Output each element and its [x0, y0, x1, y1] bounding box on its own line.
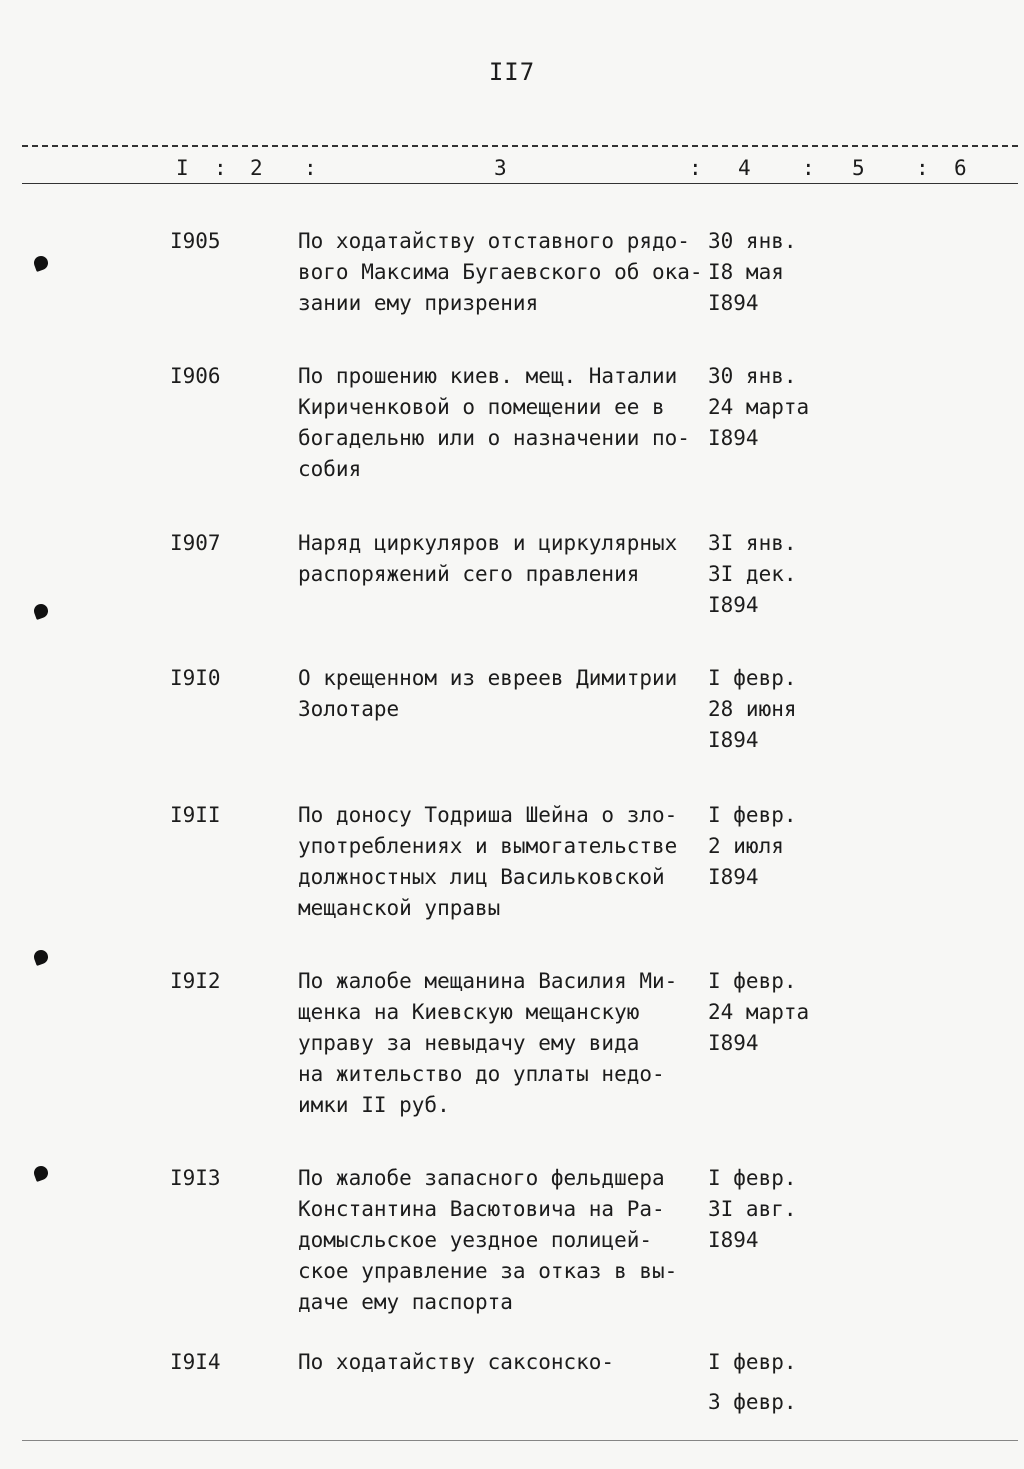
- date-end: I8 мая: [708, 260, 784, 284]
- header-rule-top: [22, 145, 1018, 147]
- entry-dates: [708, 800, 797, 893]
- date-start: I февр.: [708, 1166, 797, 1190]
- entry-description: [298, 800, 698, 924]
- punch-hole-mark: [32, 1164, 50, 1182]
- date-end: 2 июля: [708, 834, 784, 858]
- date-end: 3I дек.: [708, 562, 797, 586]
- date-start: I февр.: [708, 1350, 797, 1374]
- column-separator: :: [304, 156, 317, 180]
- description-line: употреблениях и вымогательстве: [298, 834, 678, 858]
- date-start: 30 янв.: [708, 229, 797, 253]
- description-line: должностных лиц Васильковской: [298, 865, 665, 889]
- description-line: Золотаре: [298, 697, 400, 721]
- description-line: домысльское уездное полицей-: [298, 1228, 653, 1252]
- entry-dates: [708, 663, 797, 756]
- entry-dates: [708, 1347, 797, 1418]
- description-line: зании ему призрения: [298, 291, 539, 315]
- entry-number: I9I4: [170, 1350, 221, 1374]
- description-line: Константина Васютовича на Ра-: [298, 1197, 665, 1221]
- entry-description: [298, 528, 698, 590]
- date-end: 3I авг.: [708, 1197, 797, 1221]
- entry-number: I906: [170, 364, 221, 388]
- entry-description: [298, 1163, 698, 1318]
- description-line: По ходатайству саксонско-: [298, 1350, 615, 1374]
- entry-description: [298, 663, 698, 725]
- column-separator: :: [802, 156, 815, 180]
- date-year: I894: [708, 1031, 759, 1055]
- punch-hole-mark: [32, 254, 50, 272]
- description-line: вого Максима Бугаевского об ока-: [298, 260, 703, 284]
- entry-number: I9I0: [170, 666, 221, 690]
- column-header-2: 2: [250, 156, 263, 180]
- date-start: I февр.: [708, 969, 797, 993]
- punch-hole-mark: [32, 602, 50, 620]
- entry-description: [298, 361, 698, 485]
- header-rule-bottom: [22, 183, 1018, 184]
- entry-number: I905: [170, 229, 221, 253]
- column-header-1: I: [176, 156, 189, 180]
- column-separator: :: [689, 156, 702, 180]
- date-end: 3 февр.: [708, 1390, 797, 1414]
- description-line: мещанской управы: [298, 896, 501, 920]
- description-line: ское управление за отказ в вы-: [298, 1259, 678, 1283]
- description-line: богадельню или о назначении по-: [298, 426, 690, 450]
- description-line: на жительство до уплаты недо-: [298, 1062, 665, 1086]
- entry-description: [298, 966, 698, 1121]
- entry-dates: [708, 1163, 797, 1256]
- description-line: собия: [298, 457, 362, 481]
- entry-number: I907: [170, 531, 221, 555]
- entry-number: I9II: [170, 803, 221, 827]
- date-year: I894: [708, 728, 759, 752]
- description-line: По жалобе запасного фельдшера: [298, 1166, 665, 1190]
- page-number: II7: [488, 58, 536, 86]
- date-year: I894: [708, 426, 759, 450]
- footer-rule: [22, 1440, 1018, 1441]
- date-year: I894: [708, 593, 759, 617]
- date-year: I894: [708, 865, 759, 889]
- entry-dates: [708, 361, 809, 454]
- entry-dates: [708, 528, 797, 621]
- entry-number: I9I3: [170, 1166, 221, 1190]
- description-line: управу за невыдачу ему вида: [298, 1031, 640, 1055]
- description-line: имки II руб.: [298, 1093, 450, 1117]
- date-end: 28 июня: [708, 697, 797, 721]
- entry-description: [298, 226, 703, 319]
- date-start: 30 янв.: [708, 364, 797, 388]
- description-line: Наряд циркуляров и циркулярных: [298, 531, 678, 555]
- description-line: щенка на Киевскую мещанскую: [298, 1000, 640, 1024]
- column-header-4: 4: [738, 156, 751, 180]
- column-header-5: 5: [852, 156, 865, 180]
- date-start: I февр.: [708, 666, 797, 690]
- description-line: По ходатайству отставного рядо-: [298, 229, 690, 253]
- description-line: Кириченковой о помещении ее в: [298, 395, 665, 419]
- description-line: распоряжений сего правления: [298, 562, 640, 586]
- date-end: 24 марта: [708, 395, 810, 419]
- date-start: 3I янв.: [708, 531, 797, 555]
- description-line: По доносу Тодриша Шейна о зло-: [298, 803, 678, 827]
- date-year: I894: [708, 1228, 759, 1252]
- column-separator: :: [916, 156, 929, 180]
- entry-description: [298, 1347, 698, 1378]
- description-line: По прошению киев. мещ. Наталии: [298, 364, 678, 388]
- entry-dates: [708, 966, 809, 1059]
- description-line: По жалобе мещанина Василия Ми-: [298, 969, 678, 993]
- entry-number: I9I2: [170, 969, 221, 993]
- column-separator: :: [214, 156, 227, 180]
- date-start: I февр.: [708, 803, 797, 827]
- description-line: О крещенном из евреев Димитрии: [298, 666, 678, 690]
- date-year: I894: [708, 291, 759, 315]
- column-header-3: 3: [494, 156, 507, 180]
- description-line: даче ему паспорта: [298, 1290, 513, 1314]
- punch-hole-mark: [32, 948, 50, 966]
- date-end: 24 марта: [708, 1000, 810, 1024]
- column-header-6: 6: [954, 156, 967, 180]
- entry-dates: [708, 226, 797, 319]
